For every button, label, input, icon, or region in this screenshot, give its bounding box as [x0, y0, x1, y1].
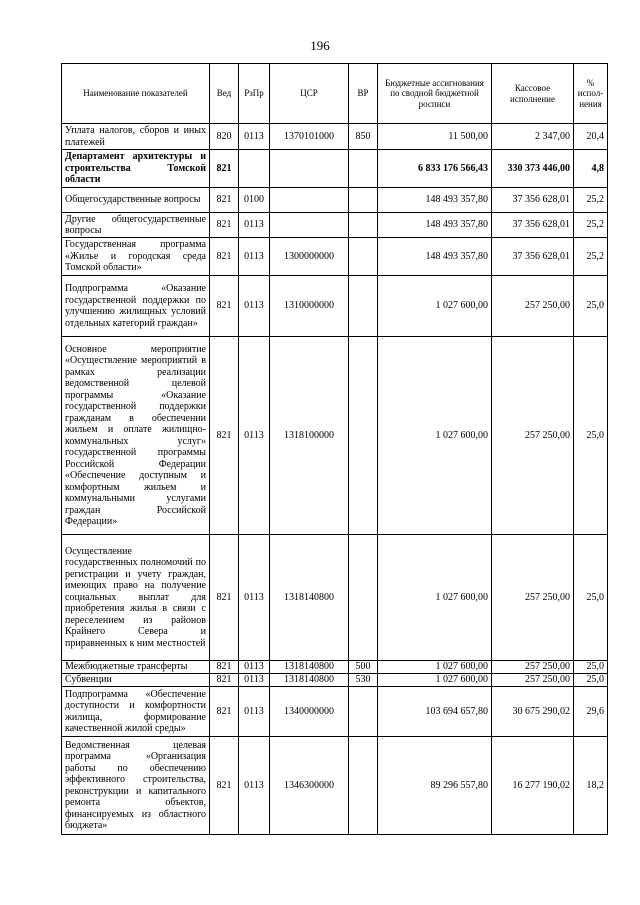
row-budget: 103 694 657,80 — [378, 687, 492, 737]
row-ved: 821 — [210, 276, 239, 337]
row-name: Подпрограмма «Оказание государственной поддержки по улучшению жилищных условий отдельных категорий граждан» — [62, 276, 210, 337]
row-cash: 2 347,00 — [492, 124, 574, 150]
table-row — [62, 737, 608, 835]
row-ved: 821 — [210, 687, 239, 737]
row-csr: 1318140800 — [270, 661, 349, 674]
row-vr — [349, 213, 378, 238]
row-name: Уплата налогов, сборов и иных платежей — [62, 124, 210, 150]
row-vr: 850 — [349, 124, 378, 150]
row-csr: 1340000000 — [270, 687, 349, 737]
row-ved: 821 — [210, 188, 239, 213]
row-csr — [270, 213, 349, 238]
row-rzpr — [239, 150, 270, 188]
header-ved: Вед — [210, 64, 239, 124]
row-budget: 148 493 357,80 — [378, 213, 492, 238]
row-name: Общегосударственные вопросы — [62, 188, 210, 213]
row-budget: 1 027 600,00 — [378, 674, 492, 687]
row-budget: 1 027 600,00 — [378, 661, 492, 674]
row-percent: 25,2 — [574, 188, 608, 213]
row-name: Основное мероприятие «Осуществление мероприятий в рамках реализации ведомственной целевой программы «Оказание государственной поддержки гражданам в обеспечении жильем и оплате жилищно-коммунальных услуг» государственной программы Российской Федерации «Обеспечение доступным и комфортным жильем и коммунальными услугами граждан Российской Федерации» — [62, 337, 210, 535]
row-cash: 257 250,00 — [492, 276, 574, 337]
row-csr: 1370101000 — [270, 124, 349, 150]
row-name: Государственная программа «Жилье и городская среда Томской области» — [62, 238, 210, 276]
row-ved: 821 — [210, 661, 239, 674]
row-cash: 330 373 446,00 — [492, 150, 574, 188]
row-percent: 25,2 — [574, 238, 608, 276]
row-cash: 257 250,00 — [492, 674, 574, 687]
row-percent: 25,2 — [574, 213, 608, 238]
table-row — [62, 213, 608, 238]
row-budget: 148 493 357,80 — [378, 238, 492, 276]
table-row — [62, 337, 608, 535]
row-percent: 18,2 — [574, 737, 608, 835]
row-percent: 25,0 — [574, 535, 608, 661]
row-name: Подпрограмма «Обеспечение доступности и комфортности жилища, формирование качественной жилой среды» — [62, 687, 210, 737]
row-vr — [349, 150, 378, 188]
row-ved: 821 — [210, 674, 239, 687]
row-percent: 29,6 — [574, 687, 608, 737]
row-percent: 20,4 — [574, 124, 608, 150]
budget-table — [61, 63, 608, 835]
row-cash: 37 356 628,01 — [492, 238, 574, 276]
page-number: 196 — [310, 38, 330, 53]
row-rzpr: 0113 — [239, 124, 270, 150]
header-csr: ЦСР — [270, 64, 349, 124]
row-csr: 1318140800 — [270, 674, 349, 687]
row-vr — [349, 737, 378, 835]
row-percent: 25,0 — [574, 337, 608, 535]
header-budget: Бюджетные ассигнования по сводной бюджетной росписи — [378, 64, 492, 124]
row-csr — [270, 188, 349, 213]
row-budget: 11 500,00 — [378, 124, 492, 150]
row-cash: 16 277 190,02 — [492, 737, 574, 835]
row-vr — [349, 535, 378, 661]
header-percent: % испол-нения — [574, 64, 608, 124]
row-vr — [349, 276, 378, 337]
row-vr: 500 — [349, 661, 378, 674]
header-cash: Кассовое исполнение — [492, 64, 574, 124]
row-vr: 530 — [349, 674, 378, 687]
row-name: Другие общегосударственные вопросы — [62, 213, 210, 238]
row-rzpr: 0113 — [239, 276, 270, 337]
row-name: Субвенции — [62, 674, 210, 687]
row-cash: 257 250,00 — [492, 535, 574, 661]
row-vr — [349, 337, 378, 535]
table-row — [62, 535, 608, 661]
row-rzpr: 0113 — [239, 213, 270, 238]
row-budget: 6 833 176 566,43 — [378, 150, 492, 188]
row-vr — [349, 238, 378, 276]
row-budget: 1 027 600,00 — [378, 535, 492, 661]
row-rzpr: 0113 — [239, 238, 270, 276]
row-ved: 821 — [210, 337, 239, 535]
row-rzpr: 0113 — [239, 535, 270, 661]
row-rzpr: 0113 — [239, 337, 270, 535]
row-cash: 257 250,00 — [492, 661, 574, 674]
row-budget: 1 027 600,00 — [378, 337, 492, 535]
row-vr — [349, 188, 378, 213]
row-csr: 1318100000 — [270, 337, 349, 535]
row-rzpr: 0113 — [239, 687, 270, 737]
row-rzpr: 0100 — [239, 188, 270, 213]
row-budget: 148 493 357,80 — [378, 188, 492, 213]
row-cash: 37 356 628,01 — [492, 213, 574, 238]
row-name: Ведомственная целевая программа «Организация работы по обеспечению эффективного строительства, реконструкции и капитального ремонта объектов, финансируемых из областного бюджета» — [62, 737, 210, 835]
row-percent: 25,0 — [574, 276, 608, 337]
header-vr: ВР — [349, 64, 378, 124]
row-percent: 4,8 — [574, 150, 608, 188]
row-cash: 30 675 290,02 — [492, 687, 574, 737]
table-row — [62, 687, 608, 737]
row-rzpr: 0113 — [239, 737, 270, 835]
row-budget: 1 027 600,00 — [378, 276, 492, 337]
row-csr: 1346300000 — [270, 737, 349, 835]
row-name: Межбюджетные трансферты — [62, 661, 210, 674]
row-ved: 820 — [210, 124, 239, 150]
row-name: Осуществление государственных полномочий по регистрации и учету граждан, имеющих право на получение социальных выплат для приобретения жилья в связи с переселением из районов Крайнего Севера и приравненных к ним местностей — [62, 535, 210, 661]
row-budget: 89 296 557,80 — [378, 737, 492, 835]
row-ved: 821 — [210, 150, 239, 188]
row-ved: 821 — [210, 535, 239, 661]
table-row — [62, 661, 608, 674]
row-rzpr: 0113 — [239, 674, 270, 687]
row-rzpr: 0113 — [239, 661, 270, 674]
row-vr — [349, 687, 378, 737]
row-csr: 1310000000 — [270, 276, 349, 337]
table-row — [62, 674, 608, 687]
row-csr — [270, 150, 349, 188]
row-ved: 821 — [210, 238, 239, 276]
row-ved: 821 — [210, 737, 239, 835]
row-csr: 1318140800 — [270, 535, 349, 661]
table-row — [62, 124, 608, 150]
row-percent: 25,0 — [574, 674, 608, 687]
row-cash: 257 250,00 — [492, 337, 574, 535]
row-csr: 1300000000 — [270, 238, 349, 276]
row-ved: 821 — [210, 213, 239, 238]
table-row — [62, 238, 608, 276]
table-row — [62, 188, 608, 213]
row-cash: 37 356 628,01 — [492, 188, 574, 213]
header-name: Наименование показателей — [62, 64, 210, 124]
table-row — [62, 150, 608, 188]
header-row — [62, 64, 608, 124]
row-percent: 25,0 — [574, 661, 608, 674]
header-rzpr: РзПр — [239, 64, 270, 124]
table-row — [62, 276, 608, 337]
row-name: Департамент архитектуры и строительства Томской области — [62, 150, 210, 188]
